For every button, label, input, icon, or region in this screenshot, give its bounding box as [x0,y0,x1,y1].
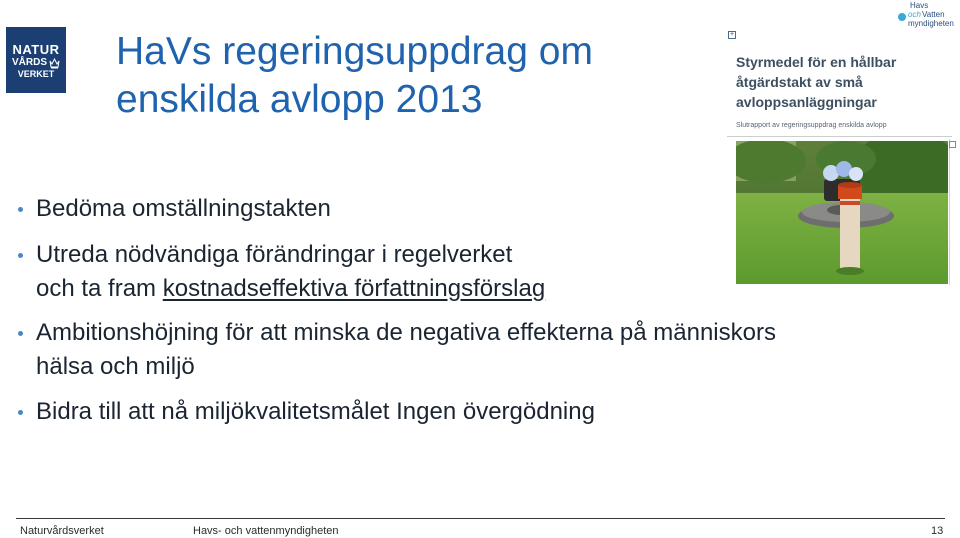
small-square-icon [949,141,956,148]
logo-right-line2: och [908,10,921,19]
report-title-line: Styrmedel för en hållbar [736,54,897,70]
naturvardsverket-logo [6,27,66,93]
page-number: 13 [931,525,944,537]
garden-sewage-photo [736,141,948,284]
bullet-text: hälsa och miljö [36,353,195,380]
bullet-text: Ambitionshöjning för att minska de negativa effekterna på människors [36,319,776,346]
footer-left-text: Naturvårdsverket [20,525,104,537]
report-cover [727,30,950,132]
bullet-item [36,238,545,306]
logo-text-line2: VÅRDS [11,56,47,68]
report-title-line: avloppsanläggningar [736,94,877,110]
footer-divider [16,518,945,519]
bullet-item [36,395,595,429]
bullet-text: Bidra till att nå miljökvalitetsmålet Ingen övergödning [36,398,595,425]
logo-text-line2-row [12,57,60,69]
crown-icon [49,57,60,69]
logo-text-line3: VERKET [17,68,55,79]
divider [727,136,952,137]
hav-logo-mark-icon [898,13,906,21]
logo-right-line4: myndigheten [908,19,954,28]
bullet-text: Bedöma omställningstakten [36,195,331,222]
divider [949,139,950,285]
logo-right-line3: Vatten [922,10,945,19]
garden-photo-illustration [736,141,948,284]
report-title-line: åtgärdstakt av små [736,74,863,90]
title-line-2: enskilda avlopp 2013 [116,78,483,121]
report-subtitle: Slutrapport av regeringsuppdrag enskilda avlopp [736,122,887,129]
title-line-1: HaVs regeringsuppdrag om [116,30,593,73]
report-title [736,52,950,112]
bullet-text-prefix: och ta fram [36,275,163,302]
logo-right-line1: Havs [910,1,929,10]
bullet-text-line2 [36,272,545,306]
report-logo-icon: + [729,31,735,38]
bullet-text: Utreda nödvändiga förändringar i regelverket [36,241,513,268]
slide-title [116,28,716,124]
forfattningsforslag-link[interactable]: kostnadseffektiva författningsförslag [162,275,546,302]
havs-och-vatten-logo [898,1,960,29]
bullet-item [36,192,331,226]
bullet-item [36,316,776,384]
logo-text-line1: NATUR [12,41,60,57]
footer-center-text: Havs- och vattenmyndigheten [193,525,339,537]
